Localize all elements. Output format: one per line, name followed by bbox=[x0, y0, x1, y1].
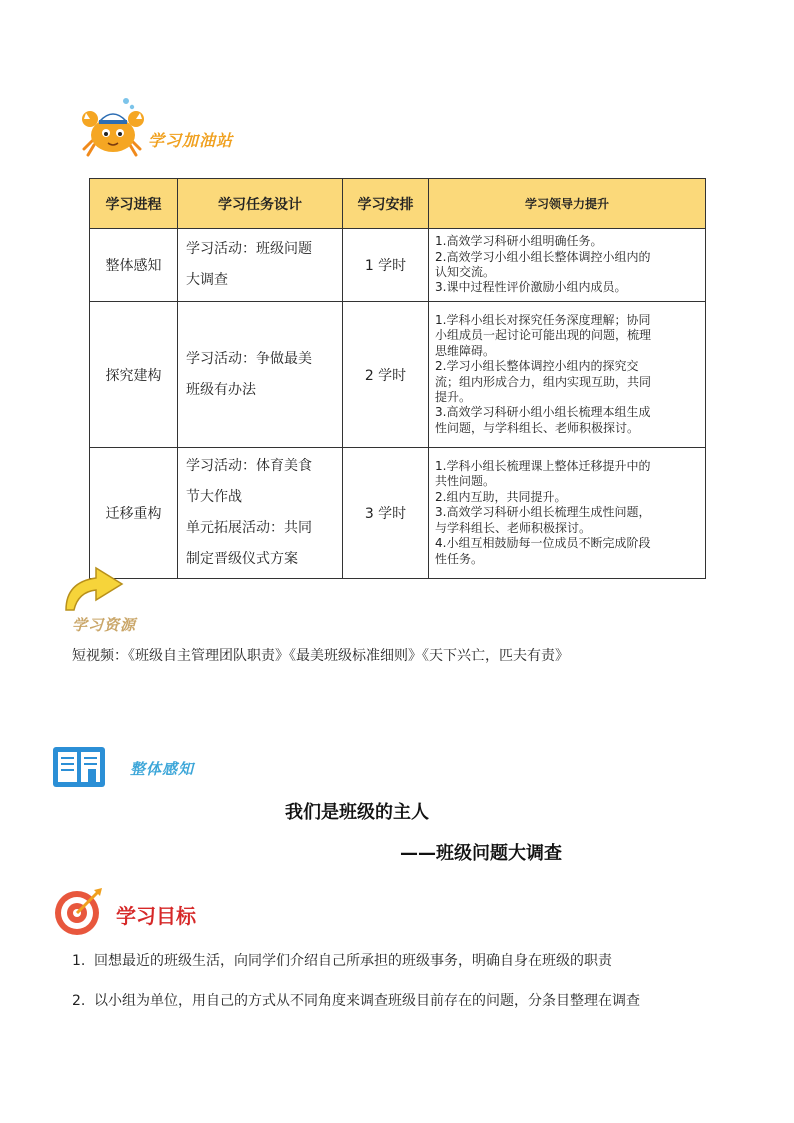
hours-cell: 1 学时 bbox=[343, 229, 429, 302]
task-cell bbox=[178, 229, 343, 302]
goal-item bbox=[72, 990, 640, 1010]
hours-cell: 3 学时 bbox=[343, 448, 429, 579]
task-cell bbox=[178, 302, 343, 448]
crab-mascot-icon bbox=[80, 95, 146, 161]
hours-cell: 2 学时 bbox=[343, 302, 429, 448]
section-title: 整体感知 bbox=[130, 760, 195, 778]
task-cell bbox=[178, 448, 343, 579]
lead-line: 性任务。 bbox=[435, 551, 484, 566]
lead-line: 1.高效学习科研小组明确任务。 bbox=[435, 234, 603, 249]
lead-line: 小组成员一起讨论可能出现的问题，梳理 bbox=[435, 328, 652, 343]
task-line: 节大作战 bbox=[186, 489, 242, 505]
lead-line: 与学科组长、老师积极探讨。 bbox=[435, 520, 592, 535]
lead-cell bbox=[429, 229, 706, 302]
task-line: 学习活动：争做最美 bbox=[186, 350, 312, 367]
stage-cell: 探究建构 bbox=[90, 302, 178, 448]
badge-title: 学习加油站 bbox=[148, 131, 234, 150]
lead-line: 2.高效学习小组小组长整体调控小组内的 bbox=[435, 249, 651, 264]
task-line: 学习活动：班级问题 bbox=[186, 241, 312, 257]
header-cell: 学习安排 bbox=[343, 179, 429, 229]
stage-cell: 整体感知 bbox=[90, 229, 178, 302]
lead-cell bbox=[429, 302, 706, 448]
lead-line: 4.小组互相鼓励每一位成员不断完成阶段 bbox=[435, 536, 651, 551]
lead-line: 3.课中过程性评价激励小组内成员。 bbox=[435, 280, 627, 295]
lead-line: 思维障碍。 bbox=[435, 343, 496, 358]
task-line: 大调查 bbox=[186, 272, 228, 288]
task-line: 制定晋级仪式方案 bbox=[186, 551, 298, 567]
lead-line: 共性问题。 bbox=[435, 474, 496, 489]
resources-text: 短视频：《班级自主管理团队职责》《最美班级标准细则》《天下兴亡，匹夫有责》 bbox=[72, 648, 569, 664]
header-cell: 学习领导力提升 bbox=[429, 179, 706, 229]
table-row bbox=[90, 229, 706, 302]
lead-cell bbox=[429, 448, 706, 579]
goal-number: 1. bbox=[72, 953, 86, 969]
lead-line: 流；组内形成合力，组内实现互助，共同 bbox=[435, 374, 652, 389]
lead-line: 3.高效学习科研小组小组长梳理本组生成 bbox=[435, 405, 651, 420]
lead-line: 1.学科小组长梳理课上整体迁移提升中的 bbox=[435, 459, 651, 474]
goal-text: 回想最近的班级生活，向同学们介绍自己所承担的班级事务，明确自身在班级的职责 bbox=[94, 953, 612, 969]
lesson-title: 我们是班级的主人 bbox=[285, 802, 429, 823]
table-row bbox=[90, 448, 706, 579]
lead-line: 性问题，与学科组长、老师积极探讨。 bbox=[435, 420, 640, 435]
lead-line: 3.高效学习科研小组长梳理生成性问题， bbox=[435, 505, 651, 520]
task-line: 单元拓展活动：共同 bbox=[186, 520, 312, 536]
yellow-arrow-icon bbox=[60, 562, 130, 614]
header-cell: 学习进程 bbox=[90, 179, 178, 229]
goal-number: 2. bbox=[72, 993, 86, 1009]
table-row bbox=[90, 302, 706, 448]
resources-title: 学习资源 bbox=[72, 616, 137, 634]
lead-line: 2.学习小组长整体调控小组内的探究交 bbox=[435, 359, 639, 374]
goals-title: 学习目标 bbox=[116, 904, 196, 928]
lead-line: 1.学科小组长对探究任务深度理解；协同 bbox=[435, 312, 651, 327]
target-icon bbox=[52, 886, 106, 936]
task-line: 班级有办法 bbox=[186, 381, 256, 398]
goal-text: 以小组为单位，用自己的方式从不同角度来调查班级目前存在的问题，分条目整理在调查 bbox=[94, 993, 640, 1009]
lead-line: 提升。 bbox=[435, 389, 472, 404]
stage-cell: 迁移重构 bbox=[90, 448, 178, 579]
lead-line: 认知交流。 bbox=[435, 265, 496, 279]
table-header-row bbox=[90, 179, 706, 229]
lesson-subtitle: ——班级问题大调查 bbox=[400, 843, 562, 864]
book-icon bbox=[52, 745, 106, 789]
goal-item bbox=[72, 950, 612, 970]
task-line: 学习活动：体育美食 bbox=[186, 458, 312, 474]
lead-line: 2.组内互助，共同提升。 bbox=[435, 489, 567, 504]
learning-plan-table bbox=[89, 178, 706, 579]
header-cell: 学习任务设计 bbox=[178, 179, 343, 229]
